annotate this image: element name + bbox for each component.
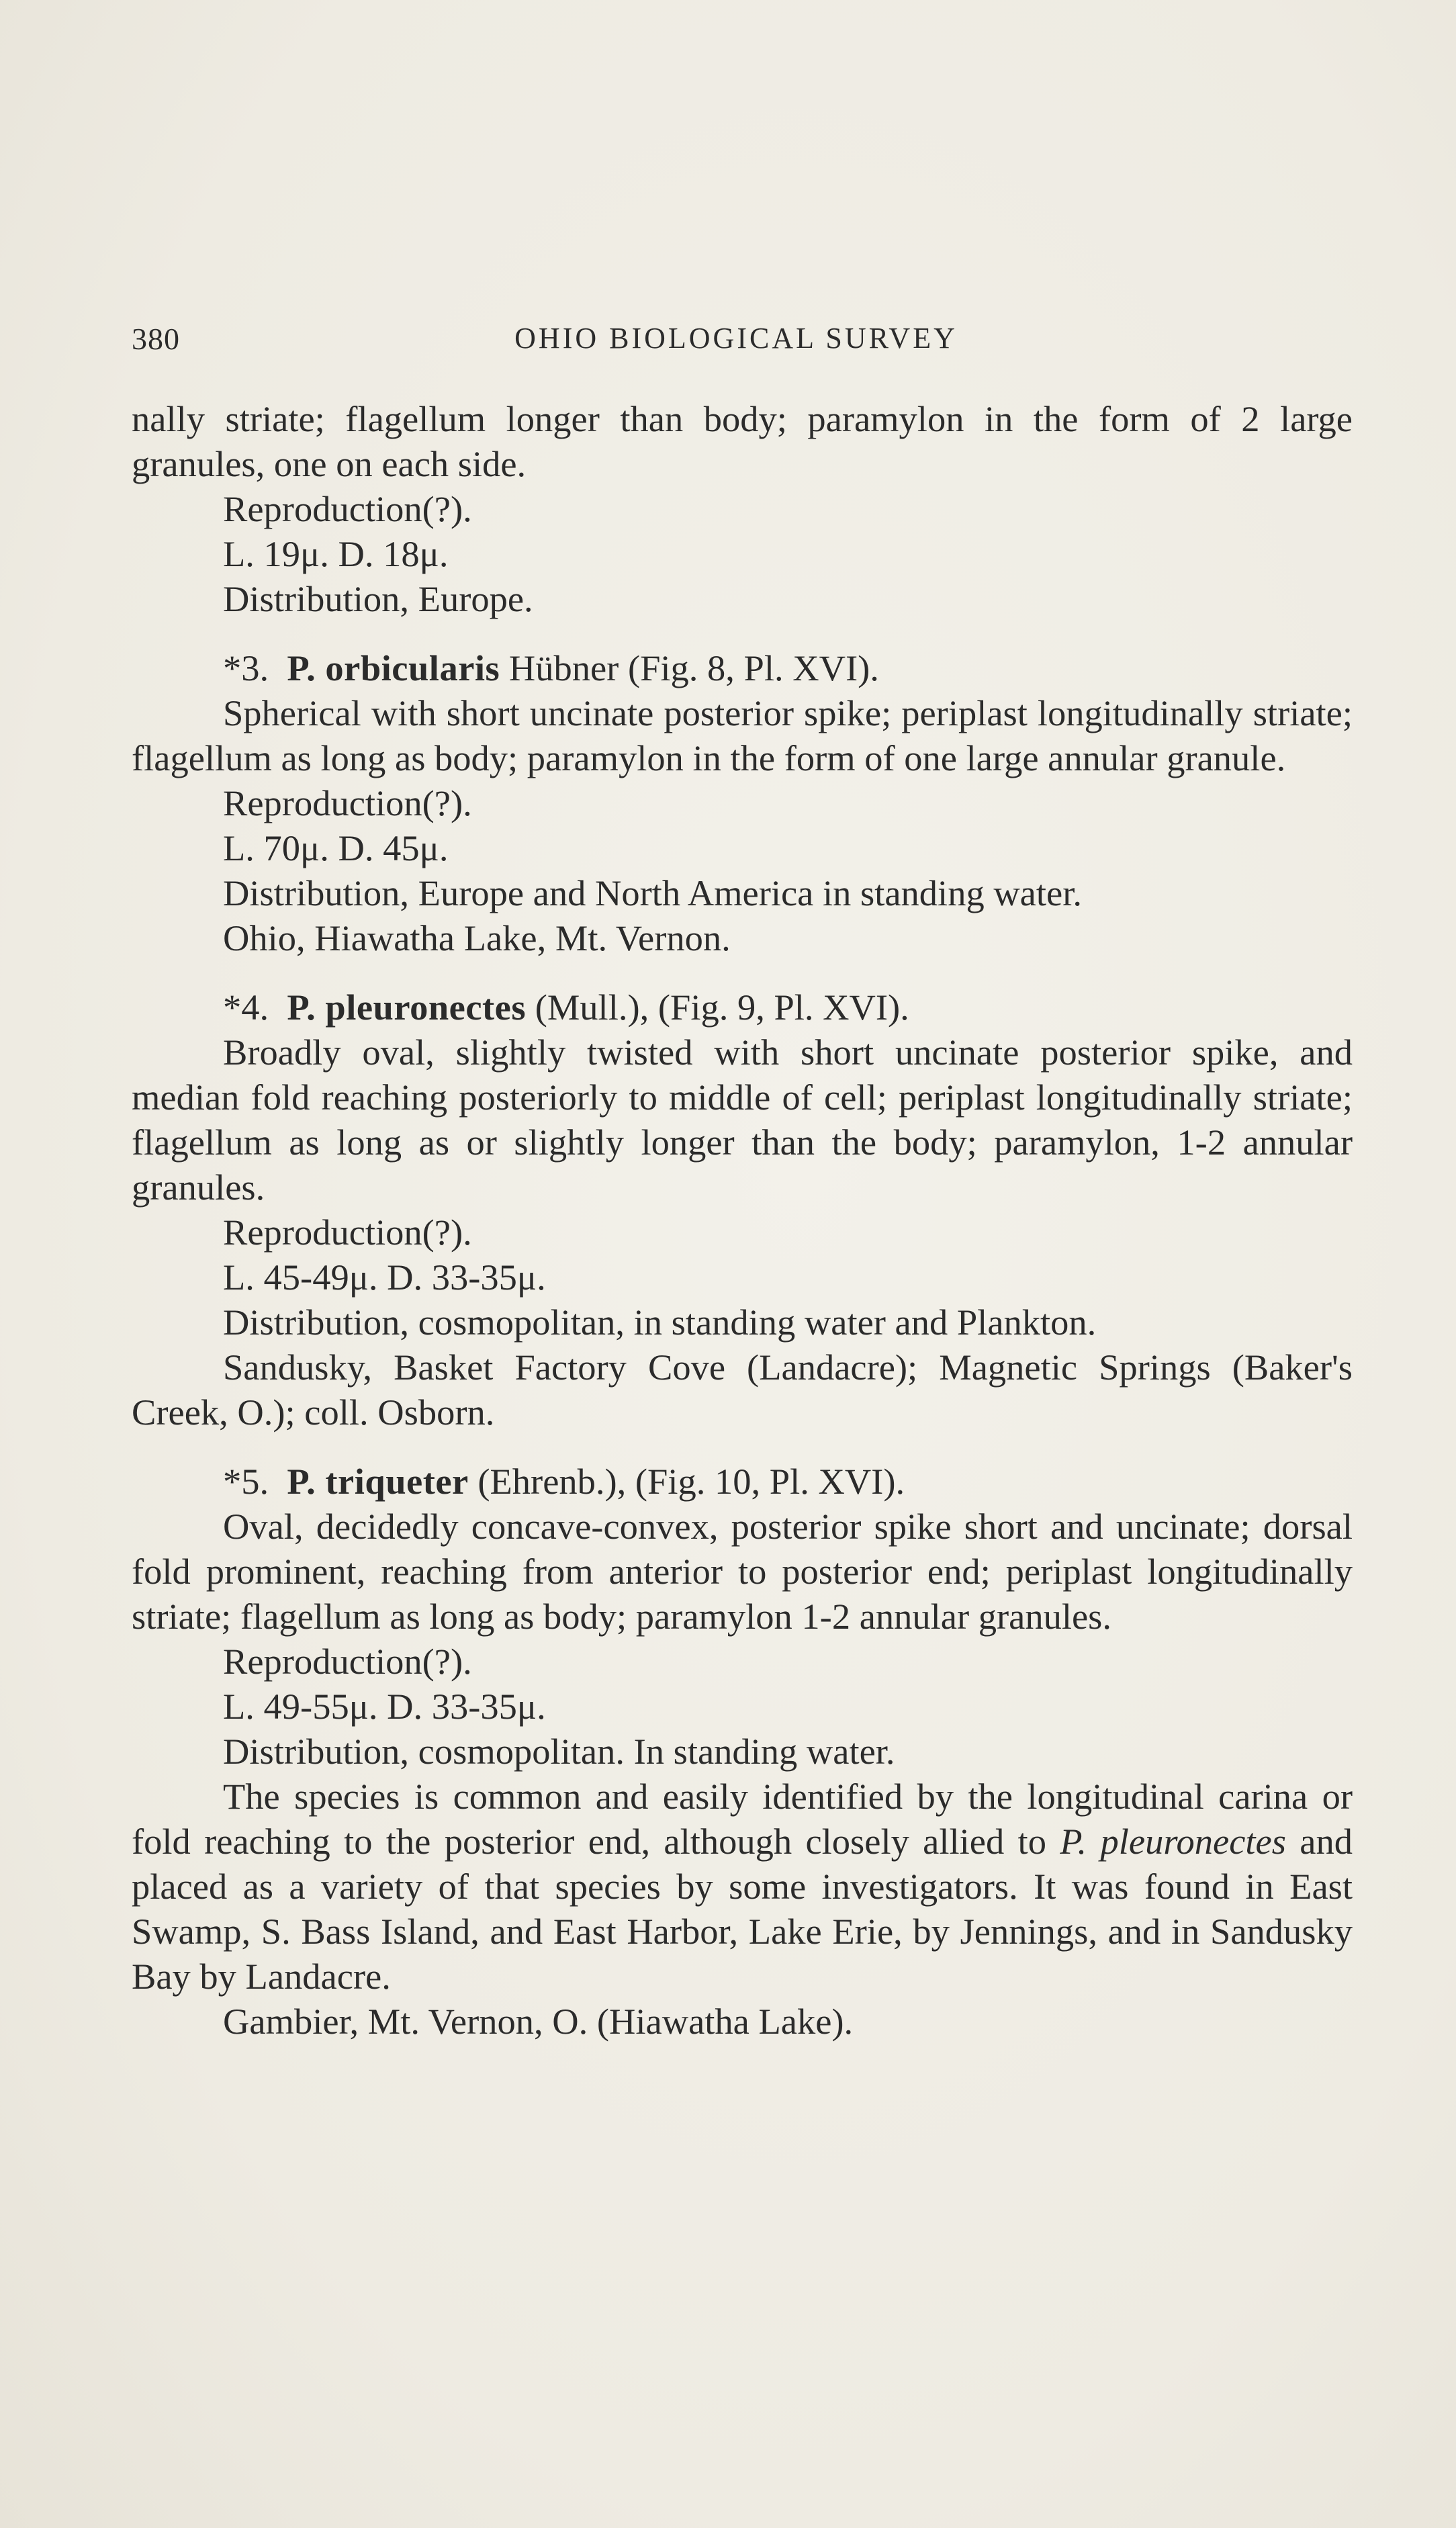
species-5-note-part-b: and placed as a variety of that species by some investigators. It was found in East Swamp, S. Bass Island, and East Harbor, Lake Erie, by Jennings, and in Sandusky Bay by Landacre. (132, 1821, 1353, 1997)
species-4-locality: Sandusky, Basket Factory Cove (Landacre); Magnetic Springs (Baker's Creek, O.); coll. Osborn. (132, 1347, 1353, 1433)
species-3-heading (132, 645, 1353, 690)
species-5-note (132, 1774, 1353, 1999)
species-3-ohio-locality: Ohio, Hiawatha Lake, Mt. Vernon. (223, 917, 731, 958)
species-3-reproduction: Reproduction(?). (223, 782, 472, 823)
species-3-measurements: L. 70μ. D. 45μ. (223, 827, 449, 868)
species-2-measurements: L. 19μ. D. 18μ. (223, 533, 449, 574)
species-3-authority: Hübner (Fig. 8, Pl. XVI). (500, 647, 879, 688)
species-4-reproduction: Reproduction(?). (223, 1212, 472, 1253)
species-3-distribution: Distribution, Europe and North America in standing water. (223, 872, 1082, 913)
page-number: 380 (132, 322, 180, 356)
species-3-name: P. orbicularis (287, 647, 500, 688)
species-5-name: P. triqueter (287, 1461, 469, 1502)
species-5-note-italic-name: P. pleuronectes (1060, 1821, 1286, 1862)
body-text (132, 396, 1353, 2044)
species-5-note-part-a: The species is common and easily identified by the longitudinal carina or fold reaching to the posterior end, although closely allied to (132, 1776, 1353, 1862)
species-4-name: P. pleuronectes (287, 987, 527, 1028)
species-5-reproduction: Reproduction(?). (223, 1641, 472, 1682)
species-3-number: *3. (223, 647, 269, 688)
species-3-description: Spherical with short uncinate posterior spike; periplast longitudinally striate; flagellum as long as body; paramylon in the form of one large annular granule. (132, 692, 1353, 778)
species-5-distribution: Distribution, cosmopolitan. In standing water. (223, 1731, 895, 1772)
running-head: OHIO BIOLOGICAL SURVEY (514, 322, 958, 355)
species-5-measurements: L. 49-55μ. D. 33-35μ. (223, 1686, 546, 1727)
species-5-gambier-locality: Gambier, Mt. Vernon, O. (Hiawatha Lake). (223, 2001, 854, 2042)
species-5-description: Oval, decidedly concave-convex, posterior spike short and uncinate; dorsal fold prominent, reaching from anterior to posterior end; periplast longitudinally striate; flagellum as long as body; paramylon 1-2 annular granules. (132, 1506, 1353, 1637)
species-4-number: *4. (223, 987, 269, 1028)
species-4-description: Broadly oval, slightly twisted with short uncinate posterior spike, and median fold reaching posteriorly to middle of cell; periplast longitudinally striate; flagellum as long as or slightly longer than the body; paramylon, 1-2 annular granules. (132, 1032, 1353, 1208)
species-2-distribution: Distribution, Europe. (223, 578, 533, 619)
species-2-reproduction: Reproduction(?). (223, 488, 472, 529)
species-4-heading (132, 985, 1353, 1030)
species-5-heading (132, 1459, 1353, 1504)
species-5-authority: (Ehrenb.), (Fig. 10, Pl. XVI). (468, 1461, 905, 1502)
page-header (132, 321, 1340, 361)
species-5-number: *5. (223, 1461, 269, 1502)
species-4-authority: (Mull.), (Fig. 9, Pl. XVI). (526, 987, 909, 1028)
species-4-distribution: Distribution, cosmopolitan, in standing water and Plankton. (223, 1302, 1097, 1343)
species-4-measurements: L. 45-49μ. D. 33-35μ. (223, 1257, 546, 1298)
species-2-description: nally striate; flagellum longer than body; paramylon in the form of 2 large granules, one on each side. (132, 398, 1353, 484)
